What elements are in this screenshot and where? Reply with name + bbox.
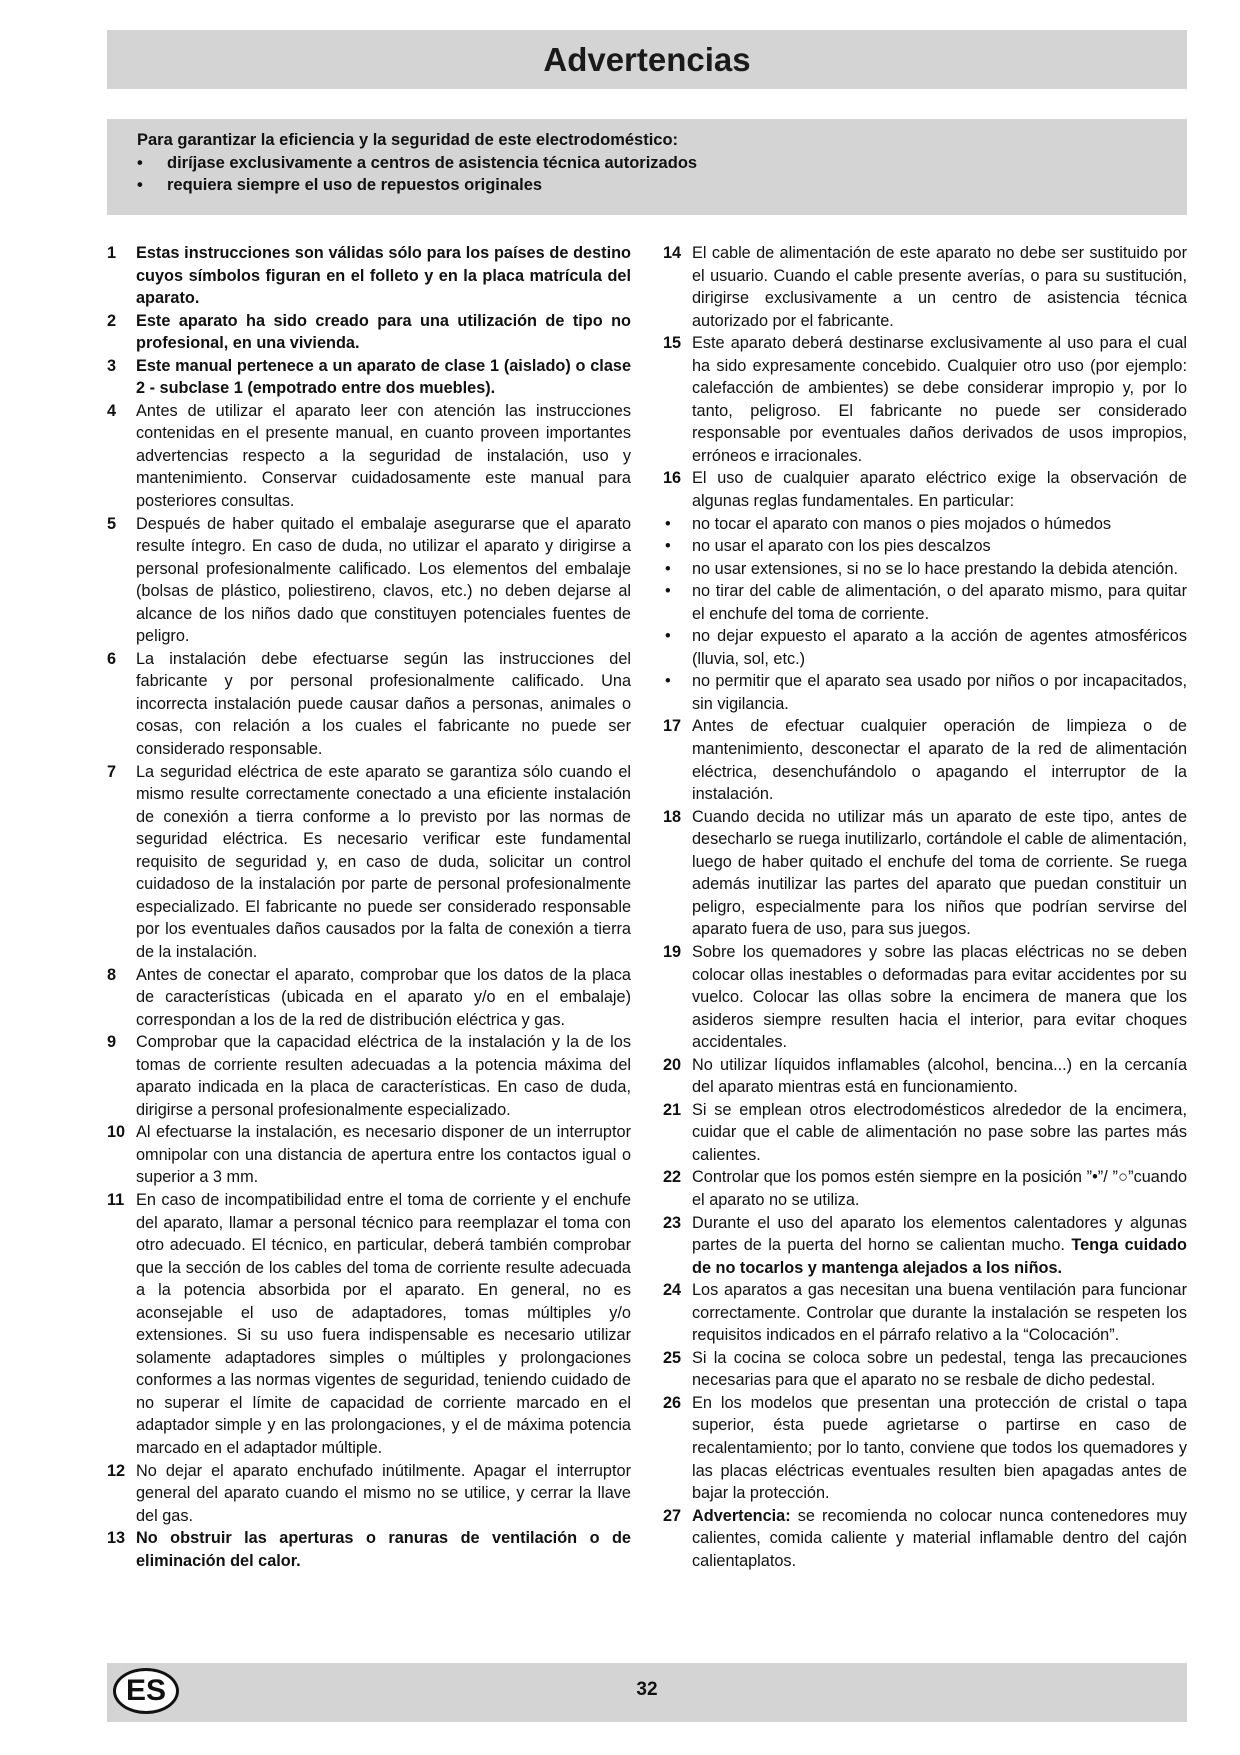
warning-item: 27 Advertencia: se recomienda no colocar nunca contenedores muy calientes, comida caliente y material inflamable dentro del cajón calientaplatos. [663,1506,1187,1570]
warning-item: 5 Después de haber quitado el embalaje asegurarse que el aparato resulte íntegro. En caso de duda, no utilizar el aparato y dirigirse a personal profesionalmente calificado. Los elementos del embalaje (bolsas de plástico, poliestireno, clavos, etc.) no deben dejarse al alcance de los niños dado que constituyen potenciales fuentes de peligro. [107,514,631,646]
bullet-icon: • [137,153,143,172]
rule-bullet: • no usar el aparato con los pies descalzos [663,535,1187,558]
emphasis-text: Advertencia: [692,1506,791,1525]
warning-item: 9 Comprobar que la capacidad eléctrica de la instalación y la de los tomas de corriente resulten adecuadas a la potencia máxima del aparato indicada en la placa de características. En caso de duda, dirigirse a personal profesionalmente especializado. [107,1033,631,1119]
bullet-icon: • [665,559,671,578]
warning-item: 22 Controlar que los pomos estén siempre en la posición ”•”/ ”○”cuando el aparato no se utiliza. [663,1168,1187,1209]
warning-item: 7 La seguridad eléctrica de este aparato se garantiza sólo cuando el mismo resulte correctamente conectado a una eficiente instalación de conexión a tierra conforme a lo previsto por las normas de seguridad eléctrica. Es necesario verificar este fundamental requisito de seguridad y, en caso de duda, solicitar un control cuidadoso de la instalación por parte de personal profesionalmente especializado. El fabricante no puede ser considerado responsable por los eventuales daños causados por la falta de conexión a tierra de la instalación. [107,762,631,961]
right-column [663,242,1187,1572]
footer-bar [107,1663,1187,1722]
warning-item: 23 Durante el uso del aparato los elementos calentadores y algunas partes de la puerta del horno se calientan mucho. Tenga cuidado de no tocarlos y mantenga alejados a los niños. [663,1213,1187,1277]
title-bar [107,30,1187,89]
bullet-icon: • [137,176,143,194]
warning-item: 13 No obstruir las aperturas o ranuras de ventilación o de eliminación del calor. [107,1529,631,1570]
warning-item: 21 Si se emplean otros electrodomésticos alrededor de la encimera, cuidar que el cable de alimentación no pase sobre las partes más calientes. [663,1100,1187,1164]
language-logo: ES [113,1668,179,1714]
warning-item: 12 No dejar el aparato enchufado inútilmente. Apagar el interruptor general del aparato cuando el mismo no se utilice, y cerrar la llave del gas. [107,1461,631,1525]
warning-item: 2 Este aparato ha sido creado para una utilización de tipo no profesional, en una vivienda. [107,311,631,353]
rule-bullet: • no permitir que el aparato sea usado por niños o por incapacitados, sin vigilancia. [665,672,1187,713]
warning-item: 14 El cable de alimentación de este aparato no debe ser sustituido por el usuario. Cuando el cable presente averías, o para su sustitución, dirigirse exclusivamente a un centro de asistencia técnica autorizado por el fabricante. [663,244,1187,330]
warning-item: 1 Estas instrucciones son válidas sólo para los países de destino cuyos símbolos figuran en el folleto y en la placa matrícula del aparato. [107,244,631,308]
warning-item: 10 Al efectuarse la instalación, es necesario disponer de un interruptor omnipolar con una distancia de apertura entre los contactos igual o superior a 3 mm. [107,1123,631,1187]
warning-item: 24 Los aparatos a gas necesitan una buena ventilación para funcionar correctamente. Controlar que durante la instalación se respeten los requisitos indicados en el párrafo relativo a la “Colocación”. [663,1281,1187,1345]
bullet-icon: • [665,627,671,646]
page-number: 32 [636,1679,658,1700]
intro-box [107,119,1187,215]
warning-item: 11 En caso de incompatibilidad entre el toma de corriente y el enchufe del aparato, llamar a personal técnico para reemplazar el toma con otro adecuado. El técnico, en particular, deberá también comprobar que la sección de los cables del toma de corriente resulte adecuada a la potencia absorbida por el aparato. En general, no es aconsejable el uso de adaptadores, tomas múltiples y/o extensiones. Si su uso fuera indispensable es necesario utilizar solamente adaptadores simples o múltiples y prolongaciones conformes a las normas vigentes de seguridad, teniendo cuidado de no superar el límite de capacidad de corriente marcado en el adaptador simple y en las prolongaciones, y el de máxima potencia marcado en el adaptador múltiple. [107,1190,631,1457]
bullet-icon: • [665,537,671,556]
intro-bullet: • requiera siempre el uso de repuestos originales [137,174,1157,197]
warning-item: 20 No utilizar líquidos inflamables (alcohol, bencina...) en la cercanía del aparato mientras está en funcionamiento. [663,1055,1187,1097]
bullet-icon: • [665,514,671,533]
warning-item: 4 Antes de utilizar el aparato leer con atención las instrucciones contenidas en el presente manual, en cuanto proveen importantes advertencias respecto a la seguridad de instalación, uso y mantenimiento. Conservar cuidadosamente este manual para posteriores consultas. [107,401,631,511]
rule-bullet: • no tocar el aparato con manos o pies mojados o húmedos [663,513,1187,536]
warning-item: 8 Antes de conectar el aparato, comprobar que los datos de la placa de características (ubicada en el aparato y/o en el embalaje) correspondan a los de la red de distribución eléctrica y gas. [107,965,631,1029]
warning-item: 25 Si la cocina se coloca sobre un pedestal, tenga las precauciones necesarias para que el aparato no se resbale de dicho pedestal. [663,1348,1187,1390]
warning-item: 26 En los modelos que presentan una protección de cristal o tapa superior, ésta puede agrietarse o partirse en caso de recalentamiento; por lo tanto, conviene que todos los quemadores y las placas eléctricas eventuales resulten bien apagadas antes de bajar la protección. [663,1393,1187,1503]
warning-item: 19 Sobre los quemadores y sobre las placas eléctricas no se deben colocar ollas inestables o deformadas para evitar accidentes por su vuelco. Colocar las ollas sobre la encimera de manera que los asideros siempre resulten hacia el interior, para evitar choques accidentales. [663,942,1187,1052]
rule-bullet: • no tirar del cable de alimentación, o del aparato mismo, para quitar el enchufe del toma de corriente. [665,582,1187,623]
intro-list [137,152,1157,197]
left-column [107,242,631,1572]
rule-bullet: • no dejar expuesto el aparato a la acción de agentes atmosféricos (lluvia, sol, etc.) [665,627,1187,668]
bullet-icon: • [665,582,671,601]
intro-heading: Para garantizar la eficiencia y la seguridad de este electrodoméstico: [137,131,679,149]
rule-bullet: • no usar extensiones, si no se lo hace prestando la debida atención. [663,558,1187,581]
warning-item: 6 La instalación debe efectuarse según las instrucciones del fabricante y por personal profesionalmente calificado. Una incorrecta instalación puede causar daños a personas, animales o cosas, con relación a los cuales el fabricante no puede ser considerado responsable. [107,649,631,759]
warning-item: 15 Este aparato deberá destinarse exclusivamente al uso para el cual ha sido expresamente concebido. Cualquier otro uso (por ejemplo: calefacción de ambientes) se debe considerar impropio y, por lo tanto, peligroso. El fabricante no puede ser considerado responsable por eventuales daños derivados de usos impropios, erróneos e irracionales. [663,334,1187,465]
bullet-icon: • [665,672,671,691]
emphasis-text: Tenga cuidado de no tocarlos y mantenga alejados a los niños. [692,1236,1187,1277]
page-title: Advertencias [543,40,751,78]
warning-item: 17 Antes de efectuar cualquier operación de limpieza o de mantenimiento, desconectar el aparato de la red de alimentación eléctrica, desenchufándolo o apagando el interruptor de la instalación. [663,717,1187,804]
warning-item: 18 Cuando decida no utilizar más un aparato de este tipo, antes de desecharlo se ruega inutilizarlo, cortándole el cable de alimentación, luego de haber quitado el enchufe del toma de corriente. Se ruega además inutilizar las partes del aparato que puedan constituir un peligro, especialmente para los niños que podrían servirse del aparato fuera de uso, para sus juegos. [663,807,1187,939]
warning-item: 16 El uso de cualquier aparato eléctrico exige la observación de algunas reglas fundamentales. En particular: [663,469,1187,511]
intro-bullet: • diríjase exclusivamente a centros de asistencia técnica autorizados [137,152,1157,175]
warning-item: 3 Este manual pertenece a un aparato de clase 1 (aislado) o clase 2 - subclase 1 (empotrado entre dos muebles). [107,356,631,398]
